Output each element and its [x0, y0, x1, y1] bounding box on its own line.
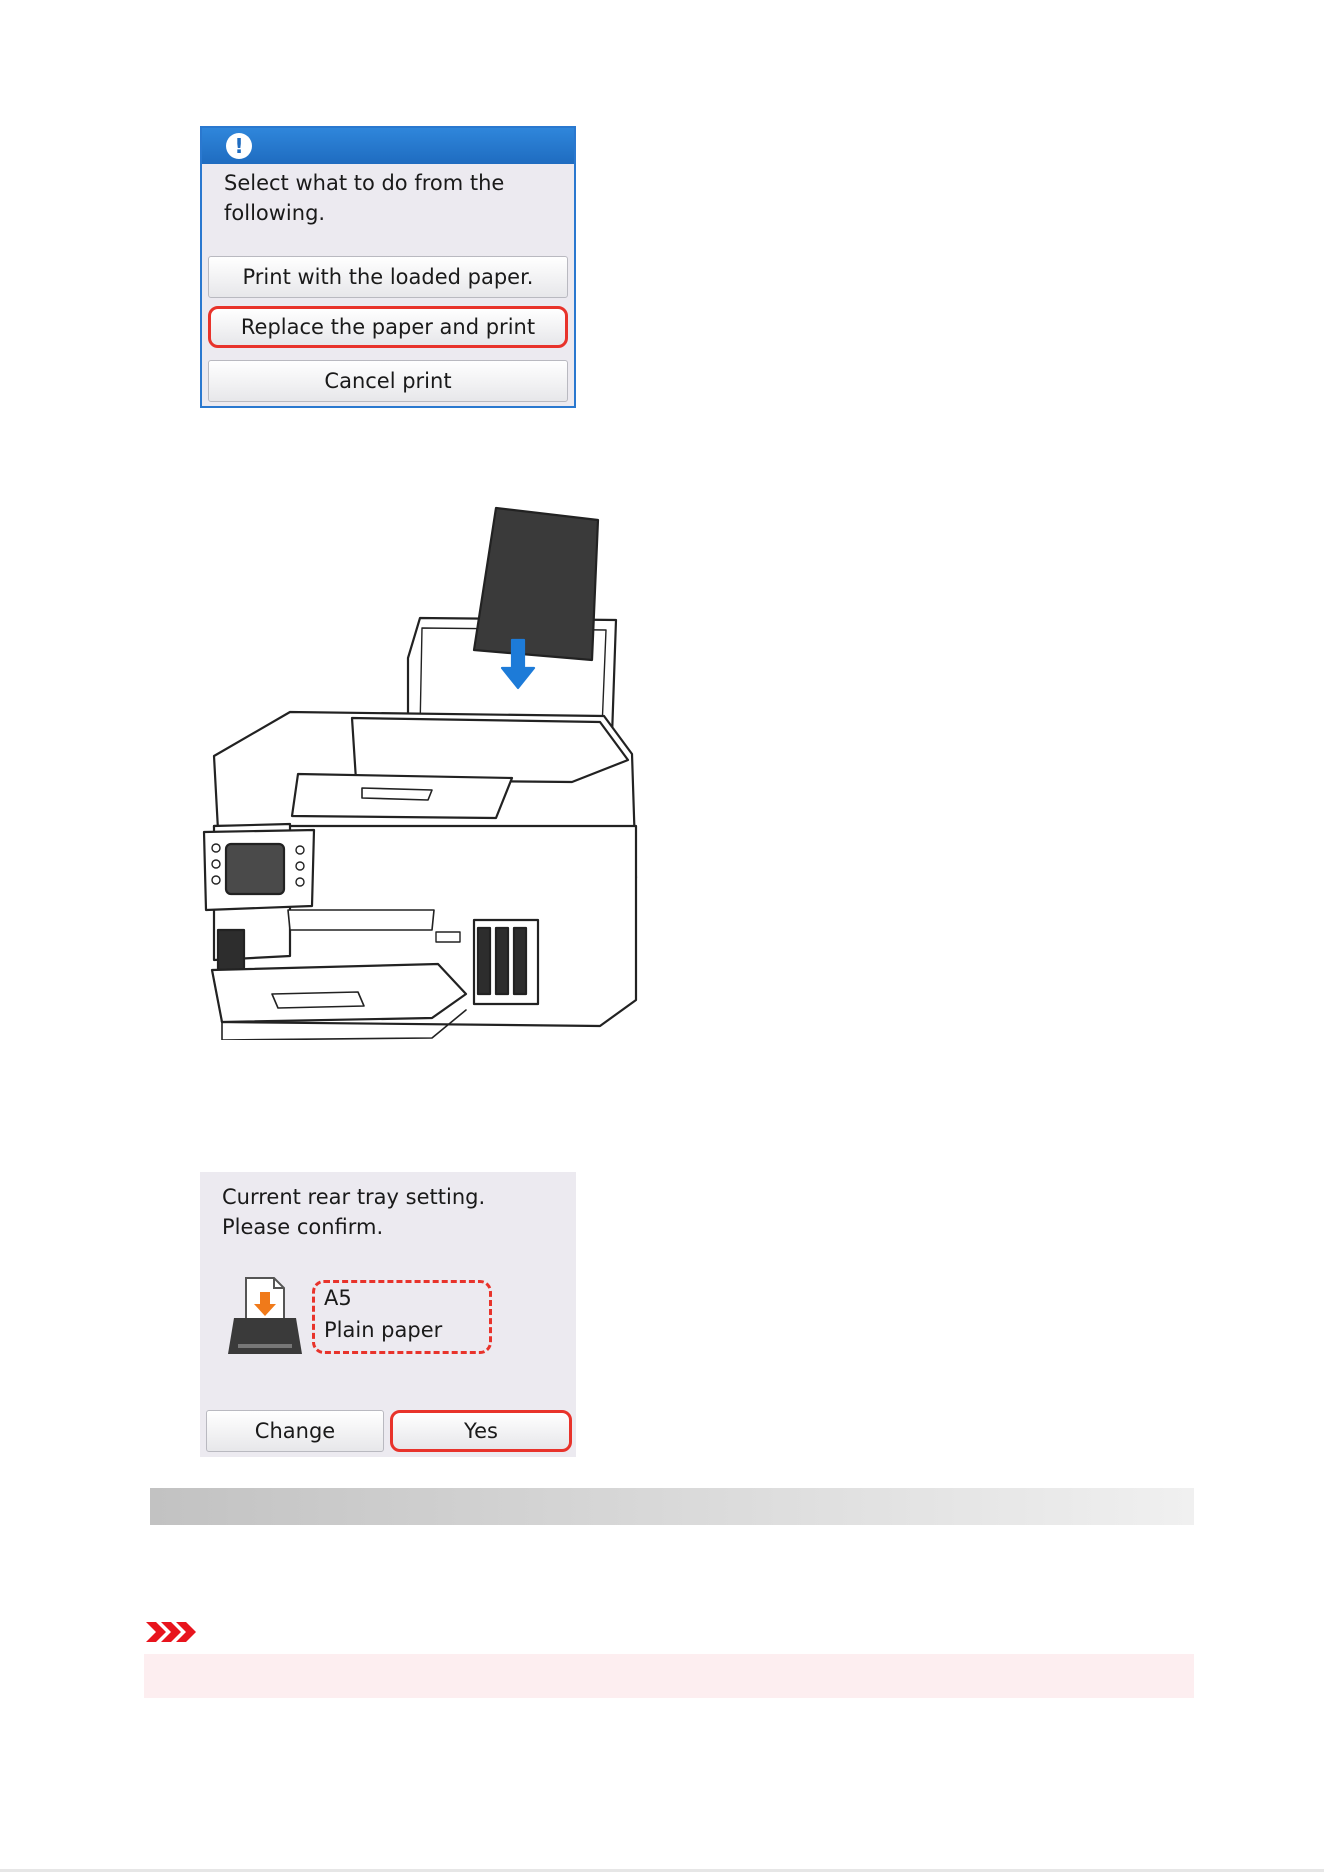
paper-size-value: A5: [324, 1286, 352, 1310]
print-with-loaded-paper-button[interactable]: Print with the loaded paper.: [208, 256, 568, 298]
replace-paper-and-print-button[interactable]: Replace the paper and print: [208, 306, 568, 348]
dialog-message-line2: following.: [224, 201, 326, 225]
change-button[interactable]: Change: [206, 1410, 384, 1452]
rear-tray-icon: [224, 1272, 306, 1360]
panel-screen: [226, 844, 284, 894]
section-header-bar: [150, 1488, 1194, 1525]
scanner-lid: [352, 718, 628, 782]
ink-window: [218, 930, 244, 970]
printer-illustration: [196, 500, 646, 1040]
yes-button[interactable]: Yes: [390, 1410, 572, 1452]
cancel-print-button[interactable]: Cancel print: [208, 360, 568, 402]
paper-mismatch-dialog: [200, 126, 576, 408]
important-chevrons-icon: [146, 1622, 198, 1642]
rear-tray-setting-screen: [200, 1172, 576, 1457]
media-type-value: Plain paper: [324, 1318, 443, 1342]
dialog-message: [224, 168, 554, 228]
exclamation-icon: !: [226, 133, 252, 159]
confirm-message-line2: Please confirm.: [222, 1215, 384, 1239]
confirm-message-line1: Current rear tray setting.: [222, 1185, 486, 1209]
dialog-message-line1: Select what to do from the: [224, 171, 505, 195]
confirm-message: [222, 1182, 562, 1242]
important-note-box: [144, 1654, 1194, 1698]
paper-sheet: [474, 508, 598, 660]
dialog-titlebar: [202, 128, 574, 164]
